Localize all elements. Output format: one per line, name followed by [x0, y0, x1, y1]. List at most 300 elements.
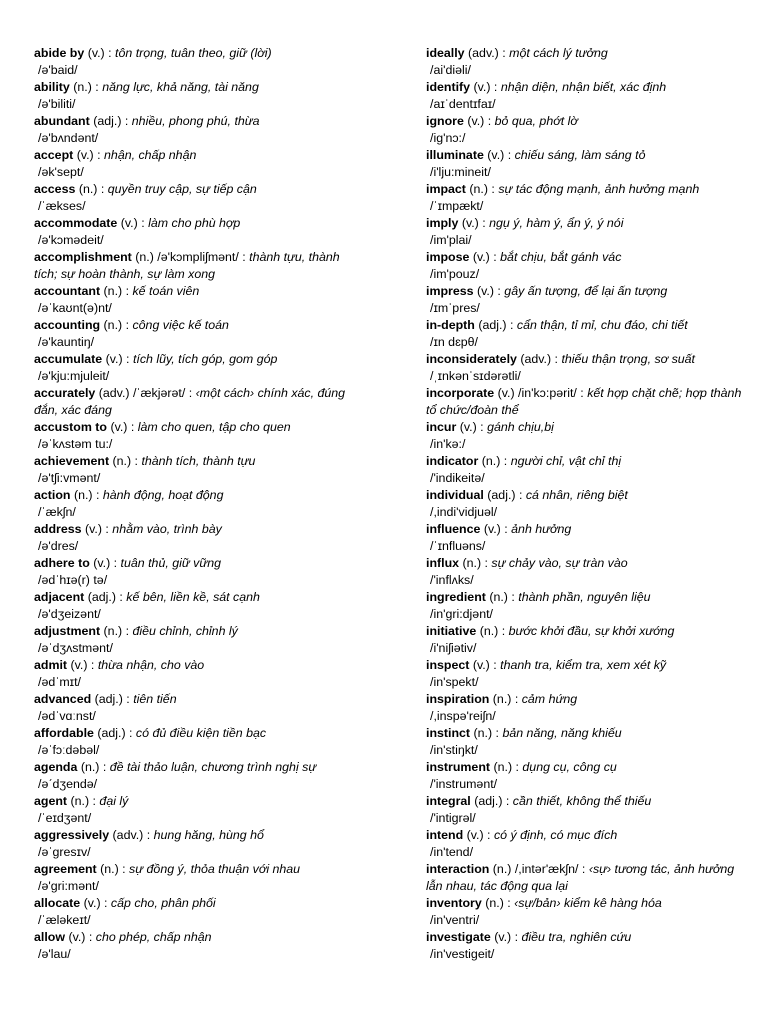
entry-part-of-speech: (v.) : — [472, 250, 501, 264]
entry-pronunciation: /əˈkaʊnt(ə)nt/ — [38, 301, 112, 315]
entry-definition-line — [34, 45, 364, 62]
entry-word: illuminate — [426, 148, 484, 162]
entry-word: impact — [426, 182, 466, 196]
entry-meaning: người chỉ, vật chỉ thị — [510, 454, 622, 468]
entry-meaning: công việc kế toán — [132, 318, 229, 332]
entry-meaning: ‹một cách› chính xác, đúng đắn, xác đáng — [34, 386, 346, 417]
entry-pronunciation: /in'ventri/ — [430, 913, 480, 927]
entry-meaning: có đủ điều kiện tiền bạc — [135, 726, 267, 740]
entry-word: achievement — [34, 454, 110, 468]
entry-definition-line — [34, 589, 364, 606]
entry-definition-line — [426, 385, 746, 419]
entry-pronunciation: /in'stiŋkt/ — [430, 743, 478, 757]
entry-definition-line — [426, 79, 746, 96]
entry-pronunciation: /ə'kju:mjuleit/ — [38, 369, 110, 383]
entry-word: inconsiderately — [426, 352, 517, 366]
entry-meaning: cá nhân, riêng biệt — [525, 488, 628, 502]
vocab-entry — [34, 45, 364, 79]
entry-meaning: sự tác động mạnh, ảnh hưởng mạnh — [498, 182, 700, 196]
entry-meaning: thành phần, nguyên liệu — [518, 590, 651, 604]
entry-word: agenda — [34, 760, 78, 774]
entry-definition-line — [426, 283, 746, 300]
entry-definition-line — [34, 895, 364, 912]
entry-definition-line — [426, 895, 746, 912]
vocab-entry — [426, 283, 746, 317]
entry-pronunciation: /ˈækses/ — [38, 199, 86, 213]
entry-word: agreement — [34, 862, 97, 876]
entry-word: access — [34, 182, 76, 196]
entry-definition-line — [34, 861, 364, 878]
entry-word: inventory — [426, 896, 482, 910]
vocab-entry — [426, 521, 746, 555]
entry-pronunciation: /ə'bʌndənt/ — [38, 131, 99, 145]
entry-part-of-speech: (n.) : — [78, 182, 108, 196]
entry-part-of-speech: (v.) : — [466, 828, 494, 842]
entry-pronunciation: /ə'tʃi:vmənt/ — [38, 471, 101, 485]
entry-pronunciation: /ədˈhɪə(r) tə/ — [38, 573, 108, 587]
entry-pronunciation: /ˈɪmpækt/ — [430, 199, 484, 213]
entry-definition-line — [426, 929, 746, 946]
entry-word: investigate — [426, 930, 491, 944]
entry-word: imply — [426, 216, 459, 230]
entry-part-of-speech: (n.) : — [489, 590, 519, 604]
vocab-entry — [426, 453, 746, 487]
entry-pronunciation: /in'gri:djənt/ — [430, 607, 493, 621]
entry-word: advanced — [34, 692, 92, 706]
entry-word: interaction — [426, 862, 490, 876]
entry-meaning: bỏ qua, phớt lờ — [494, 114, 578, 128]
entry-definition-line — [34, 759, 364, 776]
entry-definition-line — [426, 249, 746, 266]
vocab-entry — [426, 759, 746, 793]
entry-pronunciation: /in'tend/ — [430, 845, 474, 859]
entry-definition-line — [426, 725, 746, 742]
entry-word: accounting — [34, 318, 101, 332]
entry-word: action — [34, 488, 71, 502]
entry-word: admit — [34, 658, 68, 672]
entry-word: ingredient — [426, 590, 486, 604]
entry-word: accurately — [34, 386, 96, 400]
entry-word: accommodate — [34, 216, 118, 230]
entry-definition-line — [34, 725, 364, 742]
entry-meaning: cấp cho, phân phối — [110, 896, 216, 910]
entry-definition-line — [34, 657, 364, 674]
vocab-entry — [34, 283, 364, 317]
entry-pronunciation: /ə'kɔmədeit/ — [38, 233, 104, 247]
entry-definition-line — [34, 113, 364, 130]
entry-part-of-speech: (v.) : — [461, 216, 490, 230]
entry-pronunciation: /'intigrəl/ — [430, 811, 476, 825]
entry-part-of-speech: (n.) : — [103, 318, 133, 332]
entry-part-of-speech: (v.) : — [93, 556, 121, 570]
entry-part-of-speech: (v.) : — [472, 658, 501, 672]
entry-meaning: gây ấn tượng, để lại ấn tượng — [504, 284, 668, 298]
entry-meaning: cho phép, chấp nhận — [95, 930, 212, 944]
vocab-entry — [426, 487, 746, 521]
entry-word: accumulate — [34, 352, 103, 366]
vocab-entry — [34, 351, 364, 385]
entry-part-of-speech: (v.) : — [84, 522, 113, 536]
entry-part-of-speech: (adj.) : — [97, 726, 136, 740]
entry-part-of-speech: (n.) : — [103, 624, 133, 638]
vocabulary-column-right — [426, 45, 746, 963]
vocab-entry — [426, 725, 746, 759]
entry-pronunciation: /i'lju:mineit/ — [430, 165, 491, 179]
entry-pronunciation: /əˈkʌstəm tu:/ — [38, 437, 113, 451]
entry-word: accustom to — [34, 420, 107, 434]
vocab-entry — [34, 215, 364, 249]
entry-definition-line — [426, 657, 746, 674]
entry-definition-line — [426, 317, 746, 334]
vocab-entry — [34, 691, 364, 725]
entry-meaning: tôn trọng, tuân theo, giữ (lời) — [115, 46, 272, 60]
vocab-entry — [426, 45, 746, 79]
entry-word: allocate — [34, 896, 81, 910]
vocab-entry — [426, 589, 746, 623]
entry-pronunciation: /əˈdʒʌstmənt/ — [38, 641, 113, 655]
vocab-entry — [34, 861, 364, 895]
entry-pronunciation: /ɪn dɛpθ/ — [430, 335, 478, 349]
entry-definition-line — [34, 827, 364, 844]
entry-pronunciation: /əˈfɔːdəbəl/ — [38, 743, 100, 757]
entry-definition-line — [34, 147, 364, 164]
entry-meaning: làm cho quen, tập cho quen — [137, 420, 291, 434]
entry-meaning: bước khởi đầu, sự khởi xướng — [508, 624, 675, 638]
entry-meaning: dụng cụ, công cụ — [522, 760, 617, 774]
entry-part-of-speech: (v.) : — [120, 216, 149, 230]
entry-pronunciation: /'instrumənt/ — [430, 777, 498, 791]
entry-meaning: có ý định, có mục đích — [493, 828, 618, 842]
vocab-entry — [426, 623, 746, 657]
entry-meaning: nhiều, phong phú, thừa — [131, 114, 260, 128]
entry-definition-line — [34, 929, 364, 946]
entry-definition-line — [426, 555, 746, 572]
entry-meaning: cần thiết, không thể thiếu — [512, 794, 652, 808]
entry-pronunciation: /ə'lau/ — [38, 947, 71, 961]
vocab-entry — [426, 929, 746, 963]
entry-word: individual — [426, 488, 484, 502]
entry-meaning: gánh chịu,bị — [487, 420, 554, 434]
entry-pronunciation: /ədˈmɪt/ — [38, 675, 81, 689]
entry-part-of-speech: (adj.) : — [87, 590, 127, 604]
vocab-entry — [426, 691, 746, 725]
entry-word: accountant — [34, 284, 101, 298]
vocab-entry — [34, 113, 364, 147]
entry-definition-line — [34, 691, 364, 708]
entry-meaning: tiên tiến — [133, 692, 177, 706]
entry-meaning: thừa nhận, cho vào — [97, 658, 205, 672]
entry-word: address — [34, 522, 82, 536]
vocab-entry — [34, 521, 364, 555]
entry-meaning: ‹sự/bản› kiểm kê hàng hóa — [514, 896, 662, 910]
vocab-entry — [426, 419, 746, 453]
vocab-entry — [34, 385, 364, 419]
entry-meaning: điều chỉnh, chỉnh lý — [132, 624, 238, 638]
entry-part-of-speech: (adj.) : — [93, 114, 132, 128]
vocab-entry — [34, 657, 364, 691]
entry-word: abundant — [34, 114, 90, 128]
entry-pronunciation: /,indi'vidjuəl/ — [430, 505, 498, 519]
vocabulary-column-left — [34, 45, 364, 963]
vocab-entry — [34, 147, 364, 181]
entry-definition-line — [426, 215, 746, 232]
entry-part-of-speech: (n.) : — [485, 896, 515, 910]
vocab-entry — [34, 249, 364, 283]
entry-word: adhere to — [34, 556, 90, 570]
vocab-entry — [426, 793, 746, 827]
entry-meaning: cẩn thận, tỉ mỉ, chu đáo, chi tiết — [516, 318, 688, 332]
entry-word: identify — [426, 80, 471, 94]
entry-part-of-speech: (adj.) : — [478, 318, 517, 332]
entry-pronunciation: /i'niʃiətiv/ — [430, 641, 477, 655]
vocab-entry — [34, 79, 364, 113]
vocab-entry — [34, 793, 364, 827]
entry-pronunciation: /ˈeɪdʒənt/ — [38, 811, 92, 825]
vocab-entry — [426, 317, 746, 351]
entry-meaning: làm cho phù hợp — [148, 216, 241, 230]
entry-part-of-speech: (n.) : — [103, 284, 133, 298]
entry-pronunciation: /'inflʌks/ — [430, 573, 474, 587]
entry-part-of-speech: (n.) : — [493, 760, 523, 774]
entry-meaning: bắt chịu, bắt gánh vác — [500, 250, 622, 264]
entry-meaning: điều tra, nghiên cứu — [521, 930, 632, 944]
entry-meaning: hành động, hoạt động — [102, 488, 224, 502]
vocab-entry — [426, 113, 746, 147]
vocab-entry — [34, 725, 364, 759]
entry-pronunciation: /im'pouz/ — [430, 267, 480, 281]
entry-definition-line — [426, 351, 746, 368]
entry-pronunciation: /in'vestigeit/ — [430, 947, 495, 961]
entry-definition-line — [34, 623, 364, 640]
entry-part-of-speech: (adj.) : — [94, 692, 134, 706]
entry-pronunciation: /ə'kauntiŋ/ — [38, 335, 95, 349]
entry-part-of-speech: (n.) : — [479, 624, 509, 638]
entry-part-of-speech: (adj.) : — [487, 488, 526, 502]
entry-meaning: một cách lý tưởng — [509, 46, 608, 60]
entry-part-of-speech: (v.) : — [105, 352, 133, 366]
entry-part-of-speech: (n.) : — [462, 556, 492, 570]
vocab-entry — [34, 589, 364, 623]
vocab-entry — [426, 895, 746, 929]
entry-pronunciation: /ə'baid/ — [38, 63, 78, 77]
vocab-entry — [34, 555, 364, 589]
entry-word: aggressively — [34, 828, 110, 842]
vocab-entry — [426, 555, 746, 589]
entry-definition-line — [34, 487, 364, 504]
entry-part-of-speech: (n.) : — [481, 454, 511, 468]
vocab-entry — [34, 759, 364, 793]
entry-pronunciation: /ə'gri:mənt/ — [38, 879, 99, 893]
entry-part-of-speech: (v.) /in'kɔ:pərit/ : — [497, 386, 588, 400]
vocab-entry — [426, 657, 746, 691]
entry-meaning: tích lũy, tích góp, gom góp — [132, 352, 278, 366]
entry-meaning: sự chảy vào, sự tràn vào — [491, 556, 628, 570]
entry-word: initiative — [426, 624, 477, 638]
entry-part-of-speech: (n.) : — [492, 692, 522, 706]
entry-definition-line — [426, 623, 746, 640]
entry-meaning: nhằm vào, trình bày — [112, 522, 222, 536]
entry-meaning: nhận, chấp nhận — [104, 148, 197, 162]
entry-part-of-speech: (v.) : — [487, 148, 515, 162]
vocab-entry — [34, 419, 364, 453]
entry-part-of-speech: (n.) : — [469, 182, 499, 196]
entry-part-of-speech: (v.) : — [483, 522, 512, 536]
entry-word: accomplishment — [34, 250, 132, 264]
vocab-entry — [426, 215, 746, 249]
entry-pronunciation: /ɪmˈpres/ — [430, 301, 480, 315]
entry-pronunciation: /'indikeitə/ — [430, 471, 485, 485]
entry-part-of-speech: (v.) : — [68, 930, 96, 944]
entry-pronunciation: /ˈæləkeɪt/ — [38, 913, 91, 927]
entry-pronunciation: /ədˈvɑːnst/ — [38, 709, 96, 723]
entry-meaning: sự đồng ý, thỏa thuận với nhau — [129, 862, 301, 876]
entry-definition-line — [34, 555, 364, 572]
entry-word: influence — [426, 522, 481, 536]
entry-part-of-speech: (v.) : — [110, 420, 138, 434]
entry-pronunciation: /ə'dres/ — [38, 539, 79, 553]
entry-pronunciation: /ig'nɔ:/ — [430, 131, 466, 145]
entry-definition-line — [34, 521, 364, 538]
vocab-entry — [426, 147, 746, 181]
vocab-entry — [34, 453, 364, 487]
entry-word: intend — [426, 828, 464, 842]
entry-part-of-speech: (v.) : — [473, 80, 501, 94]
entry-definition-line — [426, 827, 746, 844]
entry-definition-line — [34, 79, 364, 96]
entry-meaning: thiếu thận trọng, sơ suất — [561, 352, 695, 366]
entry-part-of-speech: (n.) : — [73, 488, 103, 502]
entry-word: instinct — [426, 726, 471, 740]
entry-word: adjustment — [34, 624, 101, 638]
entry-part-of-speech: (v.) : — [87, 46, 116, 60]
entry-part-of-speech: (v.) : — [476, 284, 505, 298]
entry-definition-line — [426, 487, 746, 504]
entry-word: incorporate — [426, 386, 495, 400]
entry-part-of-speech: (adj.) : — [474, 794, 513, 808]
vocab-entry — [34, 623, 364, 657]
entry-definition-line — [426, 691, 746, 708]
entry-pronunciation: /,inspə'reiʃn/ — [430, 709, 496, 723]
entry-part-of-speech: (n.) /,intər'ækʃn/ : — [492, 862, 589, 876]
vocab-entry — [34, 895, 364, 929]
entry-pronunciation: /ai'diəli/ — [430, 63, 471, 77]
entry-part-of-speech: (adv.) : — [468, 46, 510, 60]
vocab-entry — [426, 827, 746, 861]
entry-meaning: đề tài thảo luận, chương trình nghị sự — [109, 760, 317, 774]
entry-definition-line — [34, 249, 364, 283]
entry-part-of-speech: (n.) : — [112, 454, 142, 468]
entry-meaning: bản năng, năng khiếu — [502, 726, 622, 740]
entry-part-of-speech: (v.) : — [494, 930, 522, 944]
entry-definition-line — [426, 861, 746, 895]
entry-pronunciation: /in'spekt/ — [430, 675, 479, 689]
entry-pronunciation: /ˈækʃn/ — [38, 505, 76, 519]
entry-meaning: ảnh hưởng — [511, 522, 572, 536]
entry-definition-line — [426, 147, 746, 164]
entry-definition-line — [426, 793, 746, 810]
entry-definition-line — [426, 45, 746, 62]
entry-word: influx — [426, 556, 460, 570]
entry-word: impose — [426, 250, 470, 264]
vocab-entry — [426, 385, 746, 419]
entry-definition-line — [34, 793, 364, 810]
vocab-entry — [426, 351, 746, 385]
entry-meaning: đại lý — [99, 794, 129, 808]
entry-word: allow — [34, 930, 65, 944]
vocab-entry — [34, 929, 364, 963]
entry-word: integral — [426, 794, 471, 808]
entry-word: instrument — [426, 760, 491, 774]
entry-word: agent — [34, 794, 68, 808]
entry-meaning: kế toán viên — [132, 284, 200, 298]
entry-word: incur — [426, 420, 457, 434]
entry-definition-line — [34, 453, 364, 470]
entry-meaning: chiếu sáng, làm sáng tỏ — [514, 148, 646, 162]
entry-meaning: ngụ ý, hàm ý, ẩn ý, ý nói — [489, 216, 624, 230]
entry-meaning: ‹sự› tương tác, ảnh hưởng lẫn nhau, tác động qua lại — [426, 862, 735, 893]
entry-part-of-speech: (v.) : — [467, 114, 495, 128]
vocab-entry — [34, 181, 364, 215]
vocab-entry — [426, 79, 746, 113]
entry-definition-line — [426, 113, 746, 130]
entry-definition-line — [34, 215, 364, 232]
entry-meaning: tuân thủ, giữ vững — [120, 556, 221, 570]
entry-word: accept — [34, 148, 74, 162]
entry-word: in-depth — [426, 318, 475, 332]
entry-pronunciation: /ˌɪnkənˈsɪdərətli/ — [430, 369, 521, 383]
entry-pronunciation: /əˊdʒendə/ — [38, 777, 98, 791]
entry-definition-line — [426, 589, 746, 606]
entry-meaning: cảm hứng — [521, 692, 578, 706]
entry-word: adjacent — [34, 590, 85, 604]
vocab-entry — [426, 181, 746, 215]
entry-word: abide by — [34, 46, 85, 60]
entry-pronunciation: /ə'biliti/ — [38, 97, 76, 111]
entry-pronunciation: /in'kə:/ — [430, 437, 466, 451]
entry-pronunciation: /aɪˈdentɪfaɪ/ — [430, 97, 496, 111]
entry-pronunciation: /ək'sept/ — [38, 165, 84, 179]
entry-part-of-speech: (n.) : — [80, 760, 110, 774]
entry-part-of-speech: (adv.) : — [112, 828, 154, 842]
entry-part-of-speech: (n.) : — [100, 862, 130, 876]
vocab-entry — [34, 827, 364, 861]
entry-definition-line — [34, 181, 364, 198]
entry-meaning: kết hợp chặt chẽ; hợp thành tổ chức/đoàn thể — [426, 386, 742, 417]
entry-part-of-speech: (v.) : — [83, 896, 111, 910]
entry-word: ignore — [426, 114, 464, 128]
entry-part-of-speech: (v.) : — [70, 658, 98, 672]
entry-part-of-speech: (n.) : — [73, 80, 103, 94]
entry-word: indicator — [426, 454, 479, 468]
vocab-entry — [426, 249, 746, 283]
entry-pronunciation: /im'plai/ — [430, 233, 472, 247]
entry-word: affordable — [34, 726, 94, 740]
entry-meaning: kế bên, liền kề, sát cạnh — [126, 590, 260, 604]
entry-meaning: quyền truy cập, sự tiếp cận — [107, 182, 257, 196]
entry-definition-line — [426, 759, 746, 776]
entry-part-of-speech: (adv.) /ˈækjərət/ : — [98, 386, 196, 400]
entry-meaning: hung hăng, hùng hổ — [153, 828, 264, 842]
entry-meaning: thành tựu, thành tích; sự hoàn thành, sự làm xong — [34, 250, 340, 281]
entry-meaning: thành tích, thành tựu — [141, 454, 256, 468]
entry-meaning: thanh tra, kiểm tra, xem xét kỹ — [500, 658, 667, 672]
entry-word: inspect — [426, 658, 470, 672]
entry-definition-line — [426, 181, 746, 198]
entry-part-of-speech: (adv.) : — [520, 352, 562, 366]
entry-pronunciation: /ə'dʒeizənt/ — [38, 607, 101, 621]
entry-part-of-speech: (n.) /ə'kɔmpliʃmənt/ : — [135, 250, 250, 264]
entry-pronunciation: /əˈgresɪv/ — [38, 845, 91, 859]
